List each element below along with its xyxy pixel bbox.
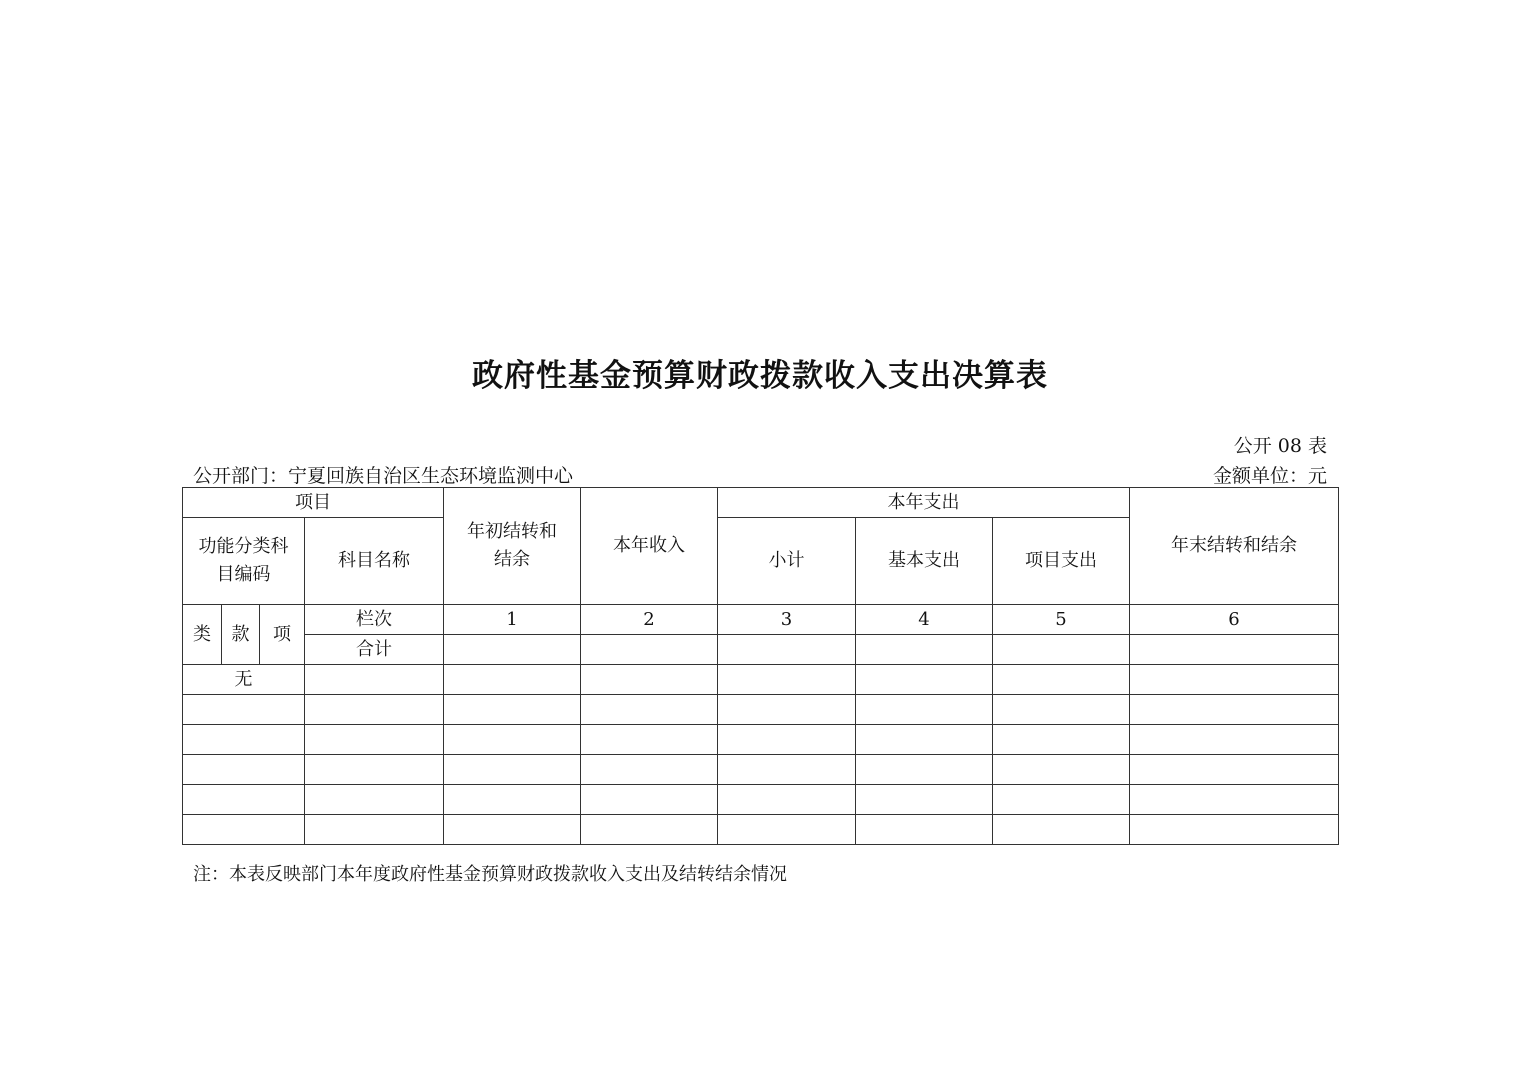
header-expense-group: 本年支出 <box>718 488 1130 518</box>
total-cell <box>993 635 1130 665</box>
table-row <box>183 695 1339 725</box>
table-cell <box>856 755 993 785</box>
header-income: 本年收入 <box>581 488 718 605</box>
total-cell <box>1130 635 1339 665</box>
header-project-expense: 项目支出 <box>993 518 1130 605</box>
total-cell <box>718 635 856 665</box>
table-cell <box>305 785 444 815</box>
table-cell <box>993 785 1130 815</box>
table-cell <box>718 725 856 755</box>
table-row <box>183 665 1339 695</box>
total-cell <box>581 635 718 665</box>
table-cell <box>581 695 718 725</box>
table-cell <box>183 785 305 815</box>
table-row <box>183 725 1339 755</box>
col-num-5: 5 <box>993 605 1130 635</box>
budget-table <box>182 487 1339 845</box>
col-num-1: 1 <box>444 605 581 635</box>
form-number: 公开 08 表 <box>1233 435 1327 457</box>
table-cell <box>993 755 1130 785</box>
table-cell <box>444 665 581 695</box>
header-kuan: 款 <box>222 605 260 665</box>
table-cell <box>993 725 1130 755</box>
table-cell <box>581 815 718 845</box>
page-title: 政府性基金预算财政拨款收入支出决算表 <box>472 358 1048 394</box>
table-cell <box>581 665 718 695</box>
table-cell <box>718 665 856 695</box>
table-row <box>183 815 1339 845</box>
col-num-3: 3 <box>718 605 856 635</box>
table-cell <box>1130 785 1339 815</box>
table-row <box>183 755 1339 785</box>
table-cell <box>1130 665 1339 695</box>
header-basic-expense: 基本支出 <box>856 518 993 605</box>
table-cell <box>856 725 993 755</box>
column-index-label: 栏次 <box>305 605 444 635</box>
table-cell <box>856 815 993 845</box>
table-cell <box>718 815 856 845</box>
table-cell <box>718 785 856 815</box>
table-cell <box>718 755 856 785</box>
header-xiang: 项 <box>260 605 305 665</box>
header-func-code: 功能分类科目编码 <box>183 518 305 605</box>
table-cell <box>305 725 444 755</box>
header-begin-balance: 年初结转和结余 <box>444 488 581 605</box>
table-cell <box>305 815 444 845</box>
table-cell <box>183 725 305 755</box>
table-cell <box>183 815 305 845</box>
table-cell <box>993 665 1130 695</box>
table-cell <box>183 695 305 725</box>
table-cell <box>305 755 444 785</box>
table-cell <box>305 695 444 725</box>
table-cell <box>444 695 581 725</box>
row-code: 无 <box>183 665 305 695</box>
table-cell <box>856 695 993 725</box>
col-num-6: 6 <box>1130 605 1339 635</box>
table-cell <box>1130 815 1339 845</box>
table-row <box>183 785 1339 815</box>
table-cell <box>1130 725 1339 755</box>
table-cell <box>581 785 718 815</box>
header-subtotal: 小计 <box>718 518 856 605</box>
table-cell <box>581 725 718 755</box>
table-cell <box>856 665 993 695</box>
col-num-2: 2 <box>581 605 718 635</box>
department-label: 公开部门：宁夏回族自治区生态环境监测中心 <box>193 465 574 487</box>
footnote: 注：本表反映部门本年度政府性基金预算财政拨款收入支出及结转结余情况 <box>193 864 787 885</box>
total-cell <box>856 635 993 665</box>
table-cell <box>993 815 1130 845</box>
table-cell <box>444 815 581 845</box>
header-project: 项目 <box>183 488 444 518</box>
header-subject-name: 科目名称 <box>305 518 444 605</box>
table-cell <box>993 695 1130 725</box>
table-cell <box>444 785 581 815</box>
col-num-4: 4 <box>856 605 993 635</box>
header-lei: 类 <box>183 605 222 665</box>
table-cell <box>183 755 305 785</box>
table-cell <box>856 785 993 815</box>
table-cell <box>305 665 444 695</box>
table-cell <box>444 755 581 785</box>
total-label: 合计 <box>305 635 444 665</box>
table-cell <box>718 695 856 725</box>
table-cell <box>581 755 718 785</box>
table-cell <box>1130 695 1339 725</box>
table-cell <box>444 725 581 755</box>
total-cell <box>444 635 581 665</box>
amount-unit-label: 金额单位：元 <box>1212 465 1327 487</box>
header-end-balance: 年末结转和结余 <box>1130 488 1339 605</box>
table-cell <box>1130 755 1339 785</box>
